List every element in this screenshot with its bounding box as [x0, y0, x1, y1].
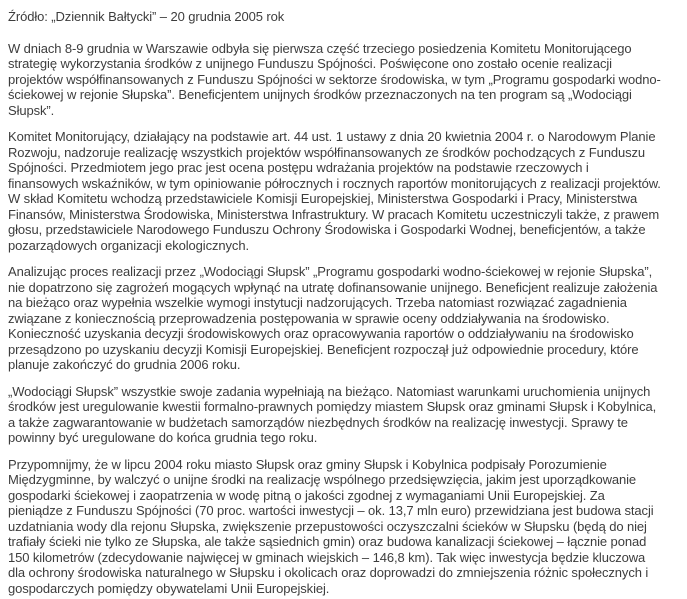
- paragraph-funding-conditions: „Wodociągi Słupsk” wszystkie swoje zadania wypełniają na bieżąco. Natomiast warunkami uruchomienia unijnych środków jest uregulowanie kwestii formalno-prawnych pomiędzy miastem Słupsk oraz gminami Słupsk i Kobylnica, a także zagwarantowanie w budżetach samorządów niezbędnych środków na realizację inwestycji. Sprawy te powinny być uregulowane do końca grudnia tego roku.: [8, 383, 657, 445]
- source-line: Źródło: „Dziennik Bałtycki” – 20 grudnia 2005 rok: [8, 9, 285, 24]
- paragraph-committee-meeting: W dniach 8-9 grudnia w Warszawie odbyła się pierwsza część trzeciego posiedzenia Komitetu Monitorującego strategię wykorzystania środków z unijnego Funduszu Spójności. Poświęcone ono zostało ocenie realizacji projektów współfinansowanych z Funduszu Spójności w sektorze środowiska, w tym „Programu gospodarki wodno-ściekowej w rejonie Słupska”. Beneficjentem unijnych środków przeznaczonych na ten program są „Wodociągi Słupsk”.: [8, 40, 661, 118]
- paragraph-project-background: Przypomnijmy, że w lipcu 2004 roku miasto Słupsk oraz gminy Słupsk i Kobylnica podpisały Porozumienie Międzygminne, by walczyć o unijne środki na realizację wspólnego przedsięwzięcia, jakim jest uporządkowanie gospodarki ściekowej i zaopatrzenia w wodę pitną o jakości zgodnej z wymaganiami Unii Europejskiej. Za pieniądze z Funduszu Spójności (70 proc. wartości inwestycji – ok. 13,7 mln euro) przewidziana jest budowa stacji uzdatniania wody dla rejonu Słupska, zwiększenie przepustowości oczyszczalni ścieków w Słupsku (będą do niej trafiały ścieki nie tylko ze Słupska, ale także sąsiednich gmin) oraz budowa kanalizacji ściekowej – łącznie ponad 150 kilometrów (zdecydowanie najwięcej w gminach wiejskich – 146,8 km). Tak więc inwestycja będzie kluczowa dla ochrony środowiska naturalnego w Słupsku i okolicach oraz doprowadzi do zmniejszenia różnic społecznych i gospodarczych pomiędzy obywatelami Unii Europejskiej.: [8, 456, 654, 596]
- article-body: [8, 41, 662, 597]
- paragraph-committee-role: Komitet Monitorujący, działający na podstawie art. 44 ust. 1 ustawy z dnia 20 kwietnia 2004 r. o Narodowym Planie Rozwoju, nadzoruje realizację wszystkich projektów współfinansowanych ze środków pochodzących z Funduszu Spójności. Przedmiotem jego prac jest ocena postępu wdrażania projektów na podstawie rzeczowych i finansowych wskaźników, w tym opiniowanie półrocznych i rocznych raportów monitorujących z realizacji projektów. W skład Komitetu wchodzą przedstawiciele Komisji Europejskiej, Ministerstwa Gospodarki i Pracy, Ministerstwa Finansów, Ministerstwa Środowiska, Ministerstwa Infrastruktury. W pracach Komitetu uczestniczyli także, z prawem głosu, przedstawiciele Narodowego Funduszu Ochrony Środowiska i Gospodarki Wodnej, beneficjentów, a także pozarządowych organizacji ekologicznych.: [8, 129, 661, 253]
- paragraph-project-analysis: Analizując proces realizacji przez „Wodociągi Słupsk” „Programu gospodarki wodno-ściekowej w rejonie Słupska”, nie dopatrzono się zagrożeń mogących wpłynąć na utratę dofinansowanie unijnego. Beneficjent realizuje założenia na bieżąco oraz wypełnia wszelkie wymogi instytucji nadzorujących. Trzeba natomiast rozwiązać zagadnienia związane z koniecznością przeprowadzenia postępowania w sprawie oceny oddziaływania na środowisko. Konieczność uzyskania decyzji środowiskowych oraz opracowywania raportów o oddziaływaniu na środowisko przesądzono po uzyskaniu decyzji Komisji Europejskiej. Beneficjent rozpoczął już odpowiednie procedury, które planuje zakończyć do grudnia 2006 roku.: [8, 264, 658, 372]
